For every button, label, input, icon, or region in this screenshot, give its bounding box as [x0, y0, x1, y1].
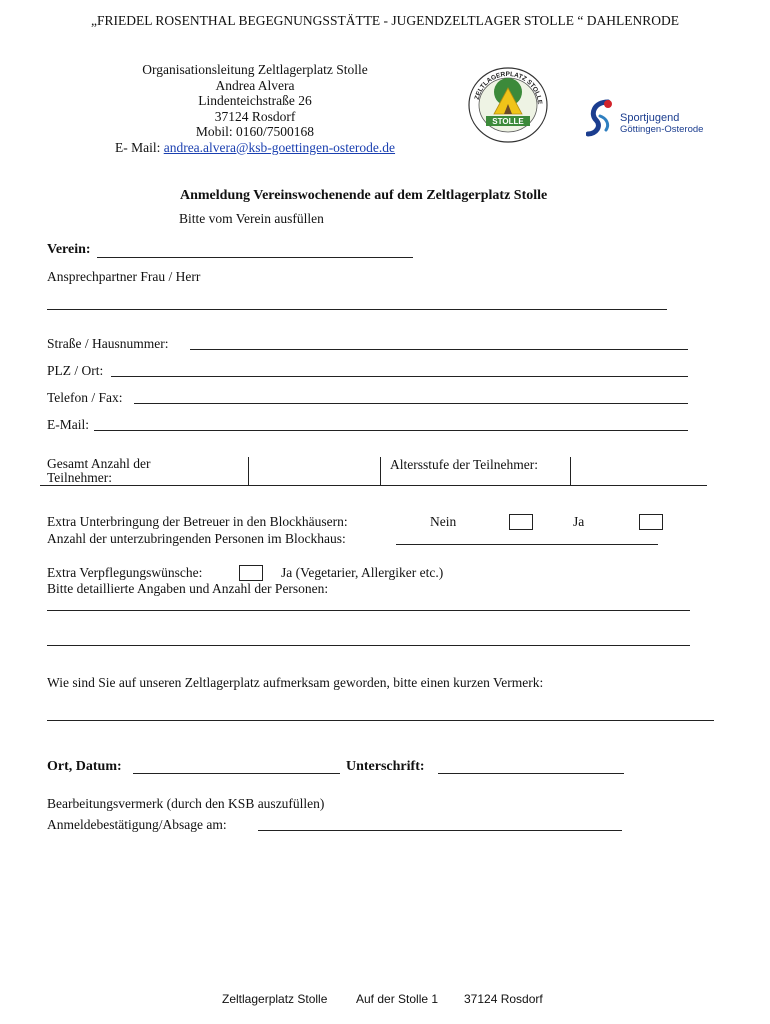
stolle-logo-ring-text: ZELTLAGERPLATZ STOLLE	[473, 70, 543, 105]
aufmerksam-label: Wie sind Sie auf unseren Zeltlagerplatz aufmerksam geworden, bitte einen kurzen Vermerk:	[47, 675, 544, 690]
verpflegung-label: Extra Verpflegungswünsche:	[47, 565, 203, 580]
gesamt-label	[47, 457, 150, 485]
footer-place: Zeltlagerplatz Stolle	[222, 992, 328, 1006]
anzahl-blockhaus-field[interactable]	[396, 544, 658, 545]
ort-datum-label: Ort, Datum:	[47, 759, 122, 774]
ort-datum-field[interactable]	[133, 773, 340, 774]
telefon-label: Telefon / Fax:	[47, 390, 123, 405]
bearbeitung-label: Bearbeitungsvermerk (durch den KSB auszufüllen)	[47, 796, 325, 811]
details-field-1[interactable]	[47, 610, 690, 611]
sportjugend-logo-mark	[586, 98, 616, 138]
footer-street: Auf der Stolle 1	[356, 992, 439, 1006]
unterbringung-ja-checkbox[interactable]	[639, 514, 663, 530]
verpflegung-checkbox[interactable]	[239, 565, 263, 581]
sportjugend-region: Göttingen-Osterode	[620, 124, 704, 135]
plz-field[interactable]	[111, 376, 688, 377]
unterbringung-ja-label: Ja	[573, 514, 585, 529]
stolle-logo-banner: STOLLE	[492, 117, 524, 126]
sportjugend-name: Sportjugend	[620, 112, 680, 124]
telefon-field[interactable]	[134, 403, 688, 404]
aufmerksam-field[interactable]	[47, 720, 714, 721]
contact-phone: Mobil: 0160/7500168	[195, 124, 315, 139]
email-field[interactable]	[94, 430, 688, 431]
ansprechpartner-label: Ansprechpartner Frau / Herr	[47, 269, 201, 284]
extra-unterbringung-label: Extra Unterbringung der Betreuer in den Blockhäusern:	[47, 514, 348, 529]
verein-field[interactable]	[97, 257, 413, 258]
document-title: „FRIEDEL ROSENTHAL BEGEGNUNGSSTÄTTE - JUGENDZELTLAGER STOLLE “ DAHLENRODE	[90, 13, 680, 28]
contact-street: Lindenteichstraße 26	[198, 93, 312, 108]
strasse-field[interactable]	[190, 349, 688, 350]
sportjugend-logo-text	[620, 112, 703, 136]
bestaetigung-field[interactable]	[258, 830, 622, 831]
email-label: E-Mail:	[47, 417, 89, 432]
altersstufe-label: Altersstufe der Teilnehmer:	[390, 457, 539, 472]
stolle-logo	[466, 66, 550, 144]
gesamt-input[interactable]	[249, 458, 379, 484]
contact-email-row	[100, 140, 410, 156]
form-subheading: Bitte vom Verein ausfüllen	[179, 211, 324, 226]
bestaetigung-label: Anmeldebestätigung/Absage am:	[47, 817, 227, 832]
contact-name: Andrea Alvera	[215, 77, 295, 93]
details-label: Bitte detaillierte Angaben und Anzahl der Personen:	[47, 581, 329, 596]
verpflegung-ja-label: Ja (Vegetarier, Allergiker etc.)	[281, 565, 444, 580]
gesamt-label-line1: Gesamt Anzahl der	[47, 456, 151, 471]
contact-org: Organisationsleitung Zeltlagerplatz Stolle	[142, 62, 368, 77]
details-field-2[interactable]	[47, 645, 690, 646]
unterbringung-nein-label: Nein	[430, 514, 457, 529]
footer-city: 37124 Rosdorf	[464, 992, 543, 1006]
form-heading: Anmeldung Vereinswochenende auf dem Zeltlagerplatz Stolle	[180, 188, 548, 203]
unterbringung-nein-checkbox[interactable]	[509, 514, 533, 530]
verein-label: Verein:	[47, 242, 91, 257]
altersstufe-divider-left	[380, 457, 381, 485]
contact-email-label: E- Mail:	[114, 139, 164, 155]
teilnehmer-row-line	[40, 485, 707, 486]
contact-city: 37124 Rosdorf	[214, 108, 296, 124]
contact-email-link[interactable]: andrea.alvera@ksb-goettingen-osterode.de	[163, 139, 396, 155]
strasse-label: Straße / Hausnummer:	[47, 336, 169, 351]
plz-label: PLZ / Ort:	[47, 363, 104, 378]
gesamt-label-line2: Teilnehmer:	[47, 470, 113, 485]
contact-block	[100, 62, 410, 155]
anzahl-blockhaus-label: Anzahl der unterzubringenden Personen im Blockhaus:	[47, 531, 346, 546]
unterschrift-label: Unterschrift:	[346, 759, 425, 774]
ansprechpartner-field[interactable]	[47, 309, 667, 310]
altersstufe-input[interactable]	[571, 458, 705, 484]
unterschrift-field[interactable]	[438, 773, 624, 774]
